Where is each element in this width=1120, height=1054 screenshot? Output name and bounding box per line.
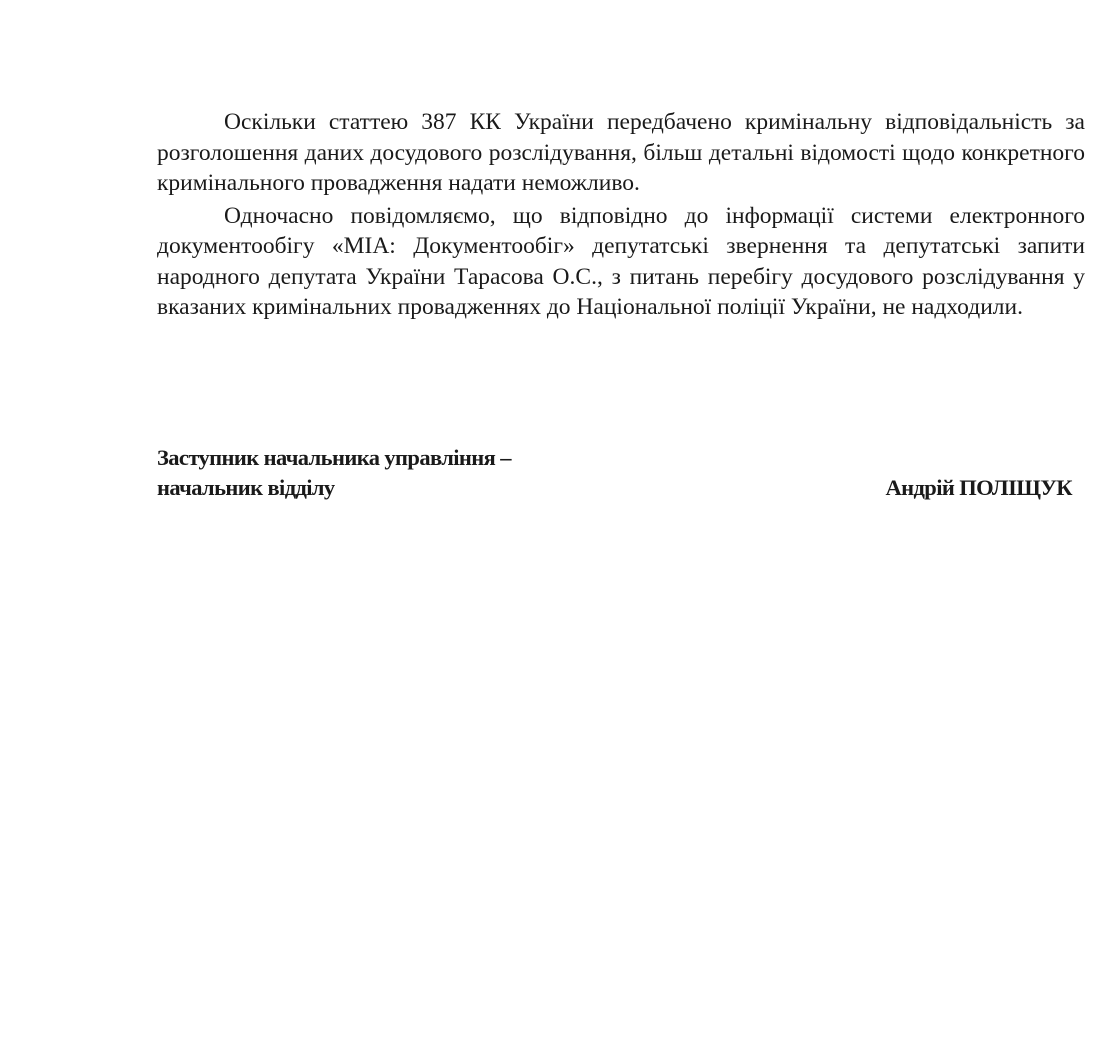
- signatory-position-line2: начальник відділу: [157, 475, 335, 500]
- signature-row-2: [157, 473, 1072, 503]
- signature-row-1: [157, 443, 1072, 473]
- signatory-name: Андрій ПОЛІЩУК: [885, 475, 1072, 500]
- signatory-position-line1: Заступник начальника управління –: [157, 445, 511, 470]
- paragraph-confidentiality: Оскільки статтею 387 КК України передбачено кримінальну відповідальність за розголошення даних досудового розслідування, більш детальні відомості щодо конкретного кримінального провадження надати неможливо.: [157, 109, 1085, 196]
- signature-block: [157, 443, 1072, 503]
- paragraph-inquiries: Одночасно повідомляємо, що відповідно до інформації системи електронного документообігу «МІА: Документообіг» депутатські звернення та депутатські запити народного депутата України Тарасова О.С., з питань перебігу досудового розслідування у вказаних кримінальних провадженнях до Національної поліції України, не надходили.: [157, 202, 1085, 320]
- document-body: [157, 107, 1085, 323]
